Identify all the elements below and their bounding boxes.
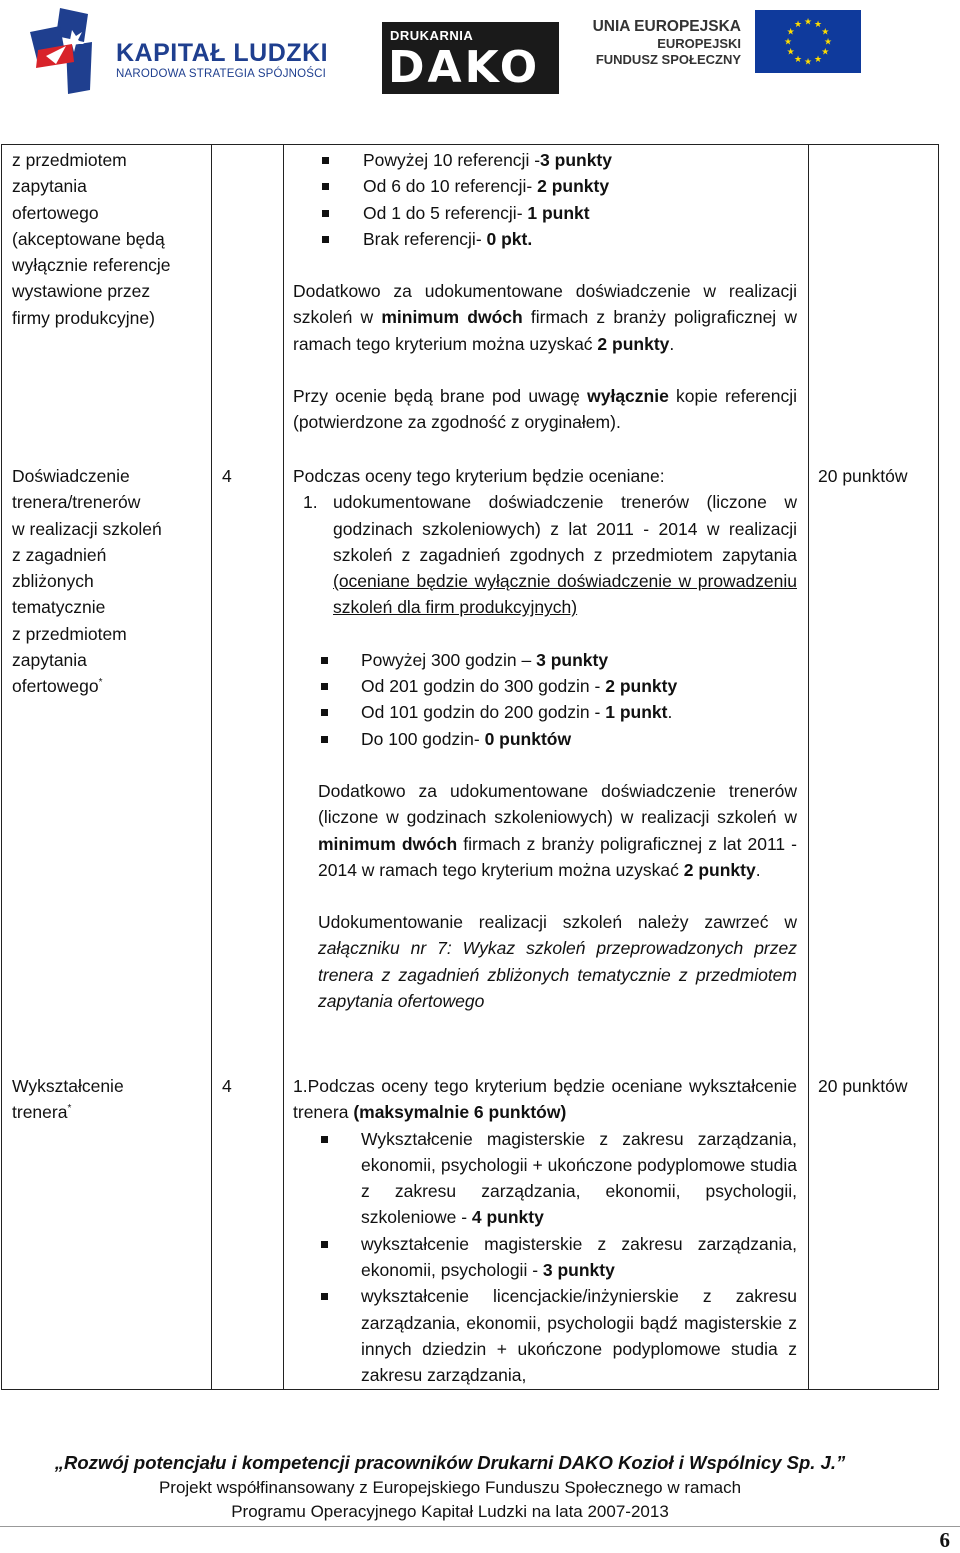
criterion-line: wyłącznie referencje <box>12 255 171 276</box>
list-item: wykształcenie magisterskie z zakresu zarządzania, ekonomii, psychologii - 3 punkty <box>293 1231 797 1284</box>
kapital-ludzki-subtitle: NARODOWA STRATEGIA SPÓJNOŚCI <box>116 68 327 80</box>
criterion-line: wystawione przez <box>12 281 151 302</box>
criterion-line: trenera/trenerów <box>12 492 141 513</box>
eu-star-icon: ★ <box>803 16 813 27</box>
criterion-line: zapytania <box>12 650 87 671</box>
list-item: Od 201 godzin do 300 godzin - 2 punkty <box>293 673 797 699</box>
criteria-table <box>1 144 939 1390</box>
row3-weight: 4 <box>222 1076 232 1096</box>
list-item: Od 6 do 10 referencji- 2 punkty <box>293 173 797 199</box>
dako-logo-big-text: DAKO <box>388 42 541 93</box>
bullet-square-icon <box>321 1241 328 1248</box>
eu-logo <box>592 10 865 80</box>
footer-divider <box>0 1526 960 1527</box>
kapital-ludzki-title: KAPITAŁ LUDZKI <box>116 39 329 67</box>
row1-note-paragraph: Przy ocenie będą brane pod uwagę wyłącznie kopie referencji (potwierdzone za zgodność z oryginałem). <box>293 386 797 433</box>
eu-flag-icon <box>755 10 861 73</box>
row3-intro: 1.Podczas oceny tego kryterium będzie oceniane wykształcenie trenera (maksymalnie 6 punktów) <box>293 1076 797 1123</box>
footnote-marker: * <box>67 1103 72 1115</box>
list-item: Brak referencji- 0 pkt. <box>293 226 797 252</box>
criterion-line: Wykształcenie <box>12 1076 124 1096</box>
kapital-ludzki-logo <box>26 6 346 96</box>
criterion-line: z zagadnień <box>12 544 107 565</box>
bullet-square-icon <box>322 183 329 190</box>
column-divider <box>211 145 212 1389</box>
criterion-line: zbliżonych <box>12 571 94 592</box>
item-number: 1. <box>303 492 318 513</box>
criterion-line: trenera* <box>12 1102 72 1123</box>
row2-weight: 4 <box>222 466 232 486</box>
list-item: Wykształcenie magisterskie z zakresu zarządzania, ekonomii, psychologii + ukończone podyplomowe studia z zakresu zarządzania, ekonomii, psychologii, szkoleniowe - 4 punkty <box>293 1126 797 1231</box>
footer-line-2: Projekt współfinansowany z Europejskiego Funduszu Społecznego w ramach <box>158 1478 742 1497</box>
dako-logo-small-text: DRUKARNIA <box>390 28 474 43</box>
row2-documentation-paragraph: Udokumentowanie realizacji szkoleń należy zawrzeć w załączniku nr 7: Wykaz szkoleń przeprowadzonych przez trenera z zagadnień zbliżonych tematycznie z przedmiotem zapytania ofertowego <box>318 912 797 1012</box>
eu-star-icon: ★ <box>783 36 793 47</box>
row1-extra-paragraph: Dodatkowo za udokumentowane doświadczenie w realizacji szkoleń w minimum dwóch firmach z branży poligraficznej w ramach tego kryterium można uzyskać 2 punkty. <box>293 281 797 354</box>
bullet-square-icon <box>322 236 329 243</box>
row3-points: 20 punktów <box>818 1076 908 1096</box>
list-item: Powyżej 300 godzin – 3 punkty <box>293 647 797 673</box>
bullet-square-icon <box>321 709 328 716</box>
row1-description <box>293 147 797 436</box>
row1-criterion <box>12 147 202 331</box>
page-number: 6 <box>939 1528 950 1552</box>
criterion-line: Doświadczenie <box>12 466 130 486</box>
eu-star-icon: ★ <box>786 26 795 37</box>
bullet-square-icon <box>321 683 328 690</box>
column-divider <box>808 145 809 1389</box>
footnote-marker: * <box>98 677 103 689</box>
eu-line-2: EUROPEJSKI <box>657 36 741 51</box>
list-item: Od 101 godzin do 200 godzin - 1 punkt. <box>293 699 797 725</box>
footer-project-title: „Rozwój potencjału i kompetencji pracowników Drukarni DAKO Kozioł i Wspólnicy Sp. J.” <box>54 1452 846 1473</box>
criterion-line: (akceptowane będą <box>12 228 165 249</box>
eu-star-icon: ★ <box>803 56 813 67</box>
row2-description <box>293 463 797 1014</box>
eu-star-icon: ★ <box>813 19 823 30</box>
criterion-line: zapytania <box>12 176 87 197</box>
bullet-square-icon <box>322 210 329 217</box>
criterion-line: firmy produkcyjne) <box>12 307 155 328</box>
list-item: wykształcenie licencjackie/inżynierskie z zakresu zarządzania, ekonomii, psychologii bądź magisterskie z innych dziedzin + ukończone podyplomowe studia z zakresu zarządzania, <box>293 1283 797 1388</box>
kapital-ludzki-emblem-icon <box>26 6 106 96</box>
row3-education-bullets <box>293 1126 797 1389</box>
criterion-line: ofertowego* <box>12 676 103 697</box>
row1-reference-bullets <box>293 147 797 252</box>
eu-line-1: UNIA EUROPEJSKA <box>592 18 741 35</box>
bullet-square-icon <box>321 1293 328 1300</box>
row2-criterion <box>12 463 202 700</box>
eu-star-icon: ★ <box>821 26 830 37</box>
eu-line-3: FUNDUSZ SPOŁECZNY <box>595 52 741 67</box>
bullet-square-icon <box>321 1136 328 1143</box>
row3-criterion <box>12 1073 202 1126</box>
eu-star-icon: ★ <box>793 19 803 30</box>
criterion-line: ofertowego <box>12 202 99 223</box>
criterion-line: w realizacji szkoleń <box>12 518 162 539</box>
dako-logo <box>382 22 559 94</box>
row2-intro: Podczas oceny tego kryterium będzie oceniane: <box>293 466 665 486</box>
row3-description <box>293 1073 797 1389</box>
bullet-square-icon <box>321 736 328 743</box>
row2-extra-paragraph: Dodatkowo za udokumentowane doświadczenie trenerów (liczone w godzinach szkoleniowych) w realizacji szkoleń w minimum dwóch firmach z branży poligraficznej z lat 2011 - 2014 w ramach tego kryterium można uzyskać 2 punkty. <box>318 780 797 880</box>
list-item: Do 100 godzin- 0 punktów <box>293 726 797 752</box>
footer-line-3: Programu Operacyjnego Kapitał Ludzki na lata 2007-2013 <box>231 1502 669 1521</box>
eu-star-icon: ★ <box>793 53 803 64</box>
row2-hours-bullets <box>293 647 797 752</box>
column-divider <box>283 145 284 1389</box>
list-item: Od 1 do 5 referencji- 1 punkt <box>293 200 797 226</box>
criterion-line: tematycznie <box>12 597 106 618</box>
eu-star-icon: ★ <box>813 53 823 64</box>
criterion-line: z przedmiotem <box>12 150 127 170</box>
row2-points: 20 punktów <box>818 466 908 486</box>
eu-star-icon: ★ <box>821 46 830 57</box>
bullet-square-icon <box>322 157 329 164</box>
criterion-line: z przedmiotem <box>12 623 127 644</box>
bullet-square-icon <box>321 657 328 664</box>
row2-numbered-item: 1. udokumentowane doświadczenie trenerów (liczone w godzinach szkoleniowych) z lat 2011 - 2014 w realizacji szkoleń z zagadnień zgodnych z przedmiotem zapytania (oceniane będzie wyłącznie doświadczenie w prowadzeniu szkoleń dla firm produkcyjnych) <box>293 489 797 620</box>
list-item: Powyżej 10 referencji -3 punkty <box>293 147 797 173</box>
eu-star-icon: ★ <box>786 46 795 57</box>
eu-star-icon: ★ <box>823 36 833 47</box>
